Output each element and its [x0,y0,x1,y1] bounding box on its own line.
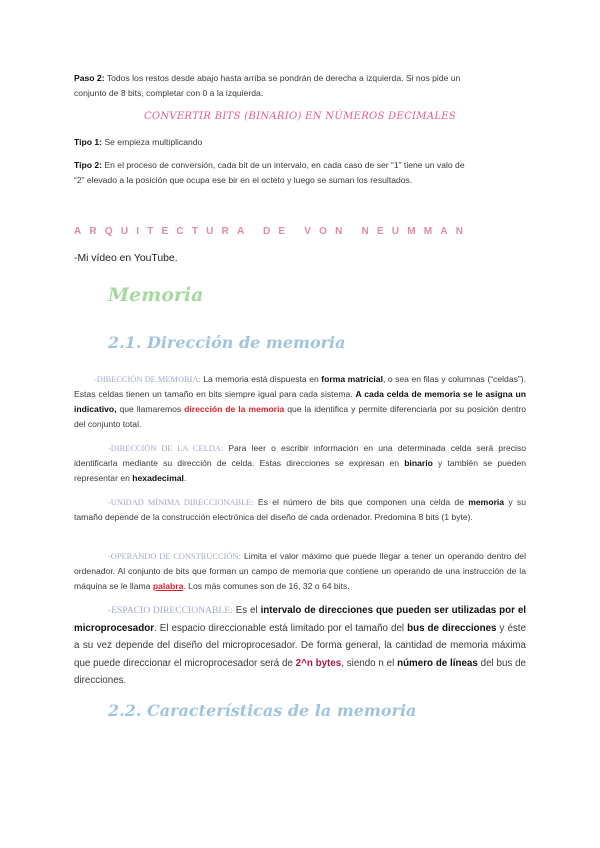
operando-label: -OPERANDO DE CONSTRUCCIÓN: [108,552,241,561]
dir-memoria-text: La memoria está dispuesta en [200,374,322,384]
dir-celda-label: -DIRECCIÓN DE LA CELDA: [108,444,224,453]
dir-celda-text: se pueden representar en [74,458,527,483]
espacio-text: del bus de direcciones. [74,657,526,686]
dir-celda-bold: binario [404,458,433,468]
espacio-bold: intervalo de direcciones que pueden ser utilizadas [260,605,497,616]
espacio-bold: por el microprocesador [74,605,527,634]
unidad-label: -UNIDAD MÍNIMA DIRECCIONABLE: [108,498,254,507]
section-2-2-heading: 2.2. Características de la memoria [108,701,417,720]
operando-text: . Los más comunes son de 16, 32 o 64 bits. [183,581,350,591]
operando-highlight: palabra [152,581,184,591]
dir-memoria-paragraph [74,372,526,432]
operando-text: dentro del ordenador. Al conjunto de bits que forman un campo de memoria que contiene un operando [74,551,526,576]
espacio-bold: direcciones [442,622,497,634]
dir-memoria-text: identifica y permite diferenciarla por su posición dentro del conjunto total. [74,404,526,429]
dir-memoria-label: -DIRECCIÓN DE MEMORIA: [94,375,201,384]
paso2-label: Paso 2: [74,73,105,83]
operando-paragraph [74,549,526,594]
dir-celda-text: y también [432,458,478,468]
espacio-text: , [341,657,344,669]
espacio-bold: bus de [407,622,439,634]
unidad-text: Predomina 8 bits (1 byte). [374,512,473,522]
espacio-bold: número de líneas [397,657,478,669]
tipo1-paragraph [74,135,202,150]
dir-memoria-text: , o sea en filas y [382,374,446,384]
operando-text: de una instrucción de la máquina se le llama [74,566,526,591]
dir-memoria-highlight: dirección de la memoria [184,404,285,414]
tipo1-text: Se empieza multiplicando [102,137,203,147]
paso2-line2: conjunto de 8 bits, completar con 0 a la izquierda. [74,88,264,98]
dir-celda-text: preciso identificarla mediante su dirección de celda. Estas direcciones se expresan en [74,443,526,468]
unidad-bold: memoria [468,497,505,507]
espacio-highlight: 2^n bytes [295,657,342,669]
tipo2-line1: En el proceso de conversión, cada bit de un intervalo, en cada caso de ser “1” tiene un valo de [102,160,465,170]
dir-memoria-bold: A cada [355,389,384,399]
espacio-text: siendo n el [346,657,398,669]
dir-celda-bold: hexadecimal [132,473,184,483]
dir-celda-text: Para leer o escribir información en una determinada celda será [223,443,494,453]
dir-memoria-text: que la [284,404,312,414]
espacio-text: . El espacio direccionable está limitado por el tamaño del [154,622,408,634]
tipo1-label: Tipo 1: [74,137,103,147]
dir-memoria-text: que llamaremos [116,404,185,414]
espacio-paragraph [74,602,526,690]
tipo2-label: Tipo 2: [74,160,103,170]
dir-memoria-bold: forma matricial [321,374,383,384]
convert-title: CONVERTIR BITS (BINARIO) EN NÚMEROS DECIMALES [143,111,457,122]
dir-memoria-bold: celda de memoria se le asigna un indicativo, [74,389,527,414]
arch-heading: ARQUITECTURA DE VON NEUMMAN [74,226,472,237]
paso2-paragraph [74,71,524,101]
espacio-label: -ESPACIO DIRECCIONABLE: [108,605,233,616]
memoria-heading: Memoria [108,284,204,306]
paso2-text: Todos los restos desde abajo hasta arriba se pondrán de derecha a izquierda. Si nos pide un [104,73,461,83]
video-link[interactable]: -Mi vídeo en YouTube. [74,253,178,264]
dir-memoria-text: columnas (“celdas”). Estas celdas tienen un tamaño en bits siempre igual para cada sistema. [74,374,527,399]
unidad-paragraph [74,495,526,525]
tipo2-paragraph [74,158,534,188]
section-2-1-heading: 2.1. Dirección de memoria [108,333,346,352]
espacio-text: y éste a su vez depende del diseño del microprocesador. De forma general, la [74,622,526,651]
tipo2-line2: “2” elevado a la posición que ocupa ese bir en el octeto y luego se suman los resultados. [74,175,413,185]
dir-celda-text: . [183,473,187,483]
unidad-text: Es el número de bits que componen una celda de [253,497,464,507]
unidad-text: y su tamaño depende de la construcción electrónica del diseño de cada ordenador. [74,497,526,522]
espacio-text: cantidad de memoria máxima que puede direccionar el microprocesador será de [74,640,526,669]
operando-text: Limita el valor máximo que puede llegar a tener un operando [240,551,484,561]
dir-celda-paragraph [74,441,526,486]
espacio-text: Es el [232,605,261,616]
